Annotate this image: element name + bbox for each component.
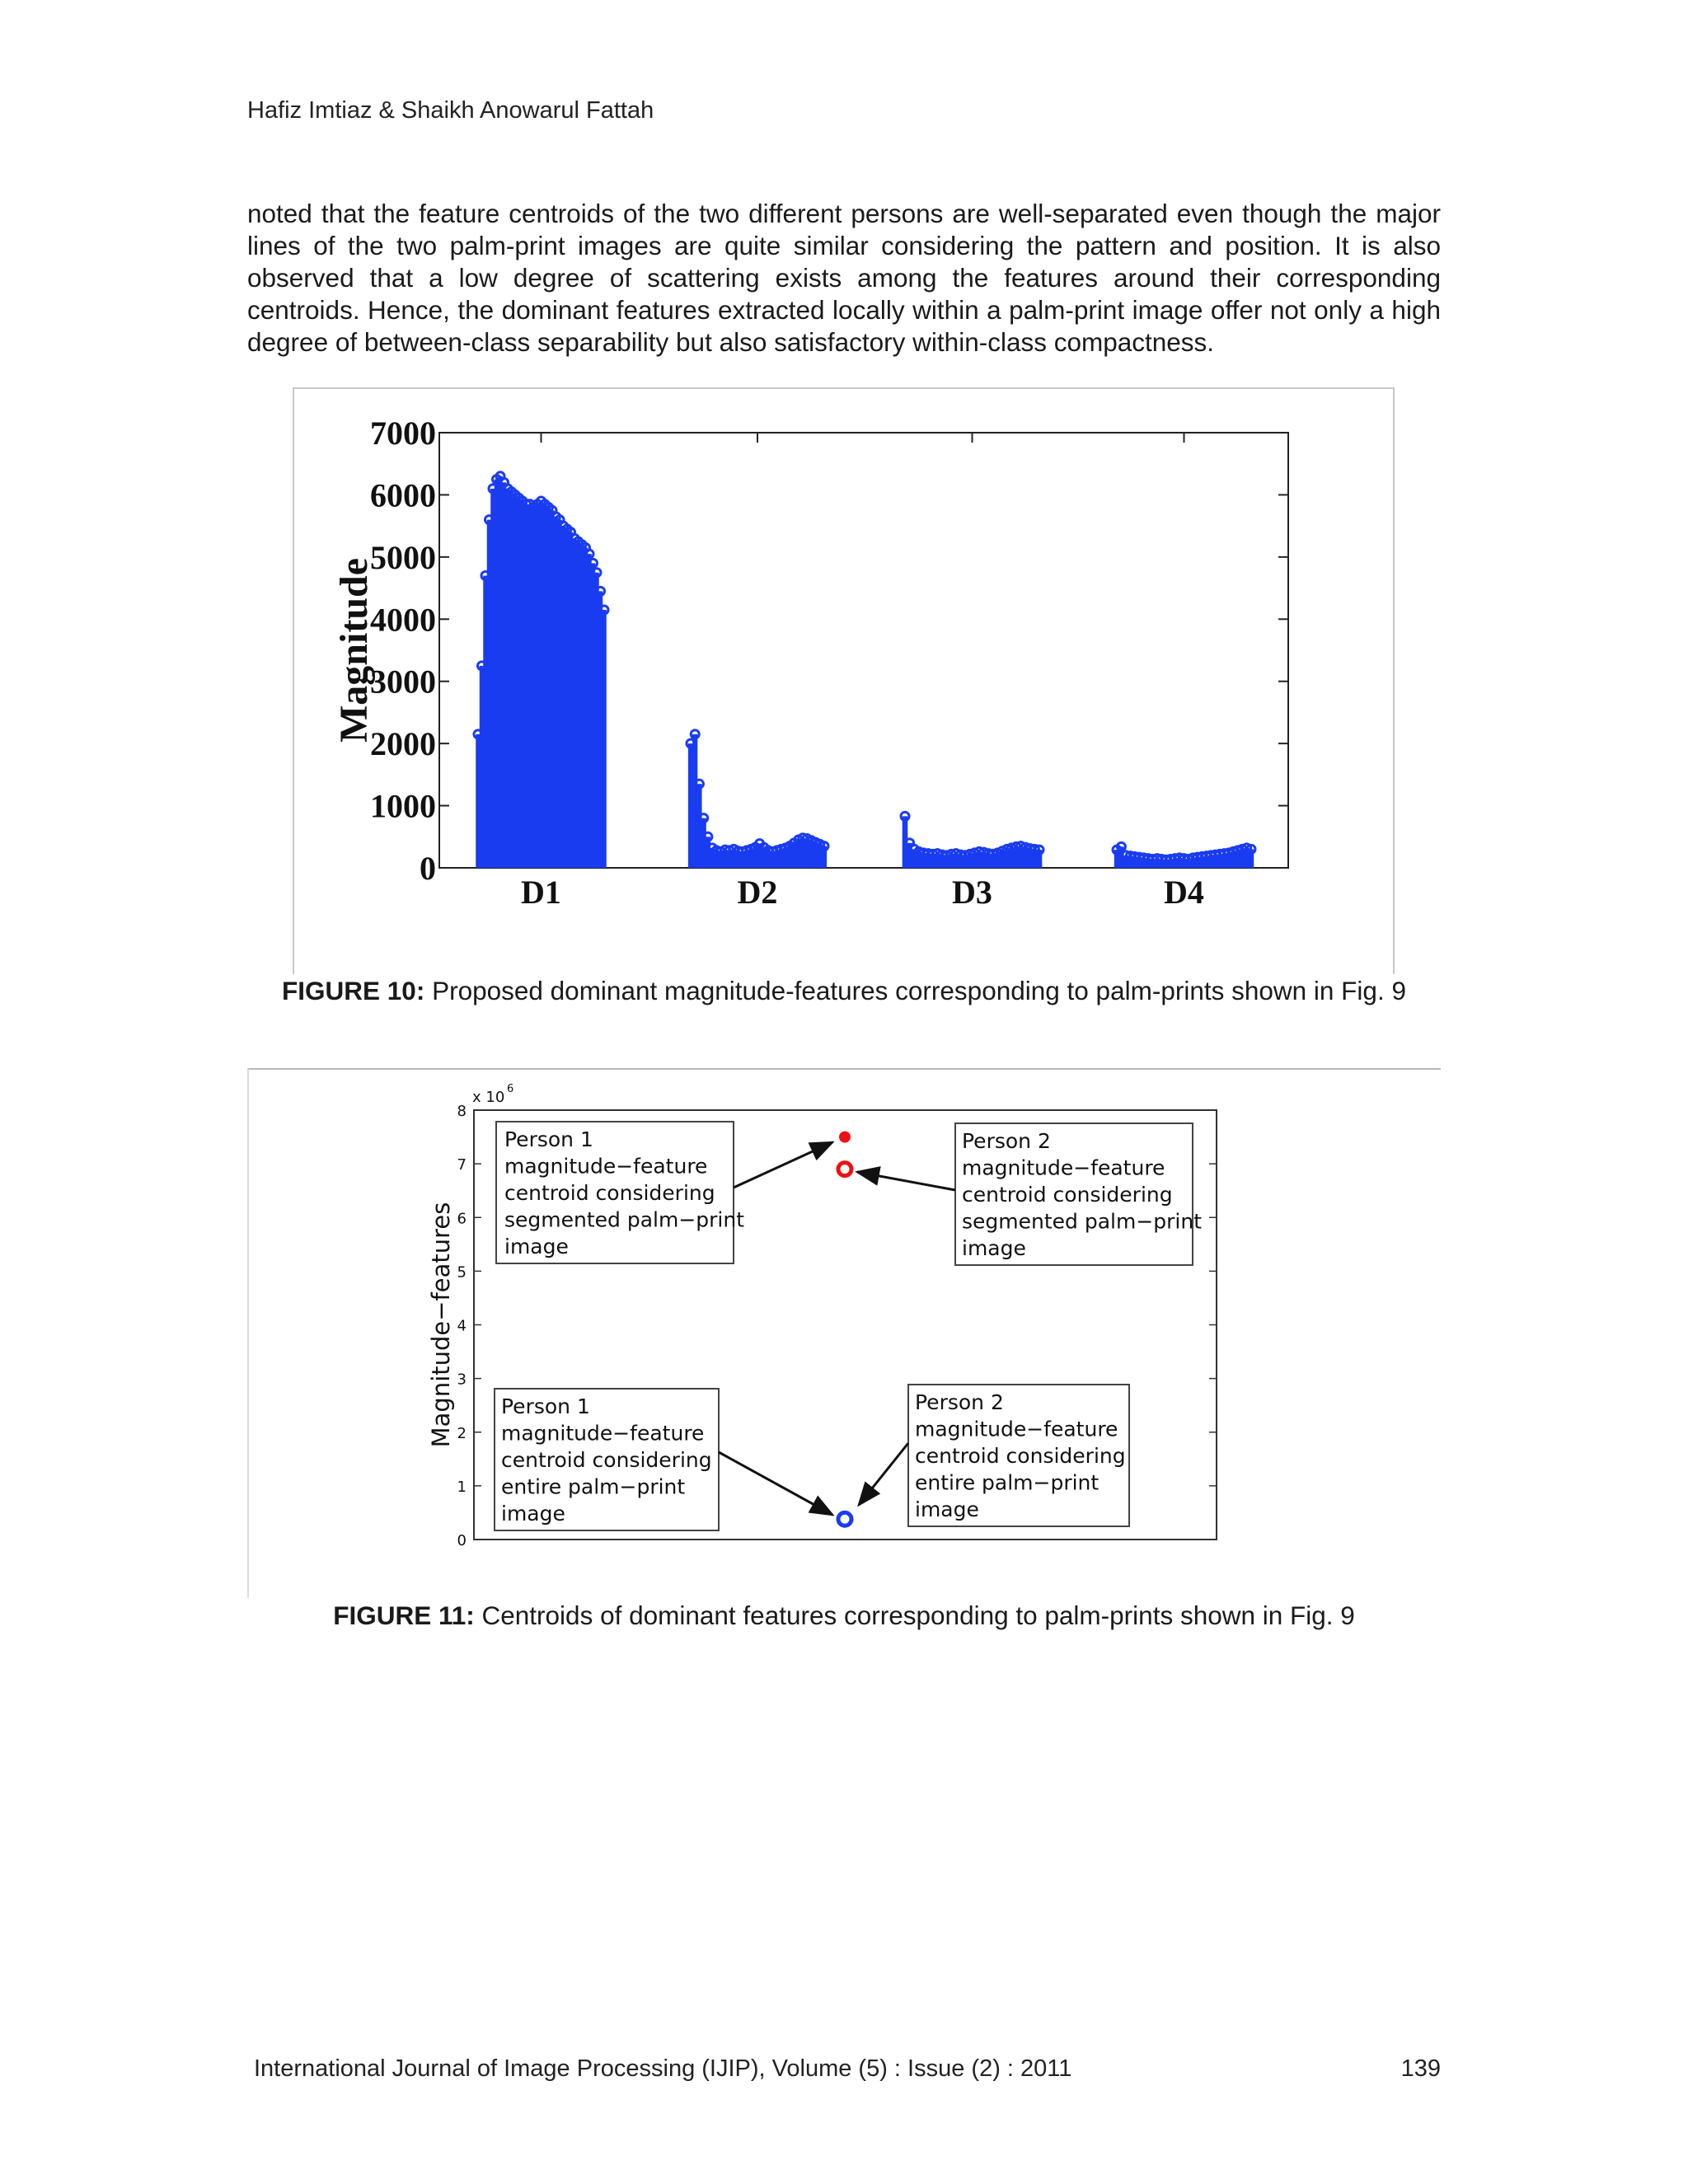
y-tick-label: 2 — [457, 1424, 467, 1442]
blue-centroid-point — [838, 1512, 851, 1526]
annotation-arrow — [857, 1172, 955, 1190]
x-tick-label: D1 — [521, 874, 561, 911]
figure-10-caption-label: FIGURE 10: — [282, 976, 425, 1005]
y-tick-label: 6000 — [370, 476, 436, 514]
annotation-line: centroid considering — [501, 1448, 712, 1472]
annotation-line: Person 1 — [501, 1394, 590, 1418]
annotation-line: magnitude−feature — [915, 1417, 1118, 1441]
annotation-arrow — [734, 1142, 832, 1188]
annotation-line: centroid considering — [915, 1444, 1126, 1468]
annotation-line: entire palm−print — [501, 1474, 686, 1499]
running-header: Hafiz Imtiaz & Shaikh Anowarul Fattah — [247, 97, 654, 124]
figure-11-caption-text: Centroids of dominant features corresponding to palm-prints shown in Fig. 9 — [474, 1601, 1355, 1630]
annotation-arrow — [859, 1443, 908, 1505]
y-tick-label: 6 — [457, 1210, 467, 1228]
annotation-line: Person 1 — [504, 1127, 593, 1151]
figure-10-chart — [293, 387, 1395, 974]
x-tick-label: D3 — [952, 874, 992, 911]
y-tick-label: 3 — [457, 1371, 467, 1389]
y-tick-label: 1 — [457, 1478, 467, 1496]
figure-10-caption-text: Proposed dominant magnitude-features corresponding to palm-prints shown in Fig. 9 — [424, 976, 1406, 1005]
y-axis-label: Magnitude — [332, 557, 376, 743]
red-centroid-point — [838, 1163, 851, 1176]
y-tick-label: 1000 — [370, 787, 436, 825]
y-tick-label: 3000 — [370, 663, 436, 701]
annotation-line: image — [962, 1236, 1026, 1260]
y-tick-label: 4000 — [370, 601, 436, 639]
y-tick-label: 2000 — [370, 725, 436, 763]
x-tick-label: D2 — [737, 874, 778, 911]
y-tick-label: 5000 — [370, 538, 436, 576]
y-tick-label: 7 — [457, 1156, 467, 1174]
red-centroid-point — [839, 1132, 851, 1143]
x-tick-label: D4 — [1164, 874, 1204, 911]
annotation-line: entire palm−print — [915, 1470, 1100, 1495]
annotation-line: centroid considering — [504, 1181, 715, 1205]
y-axis-label: Magnitude−features — [427, 1202, 455, 1448]
footer-journal: International Journal of Image Processing (IJIP), Volume (5) : Issue (2) : 2011 — [254, 2055, 1072, 2082]
y-tick-label: 0 — [457, 1532, 467, 1549]
y-tick-label: 5 — [457, 1263, 467, 1282]
y-tick-label: 4 — [457, 1317, 467, 1335]
annotation-line: image — [504, 1235, 569, 1258]
body-paragraph: noted that the feature centroids of the two different persons are well-separated even though the major lines of the two palm-print images are quite similar considering the pattern and position. It is also observed that a low degree of scattering exists among the features around their corresponding centroids. Hence, the dominant features extracted locally within a palm-print image offer not only a high degree of between-class separability but also satisfactory within-class compactness. — [247, 199, 1441, 357]
annotation-line: segmented palm−print — [962, 1209, 1203, 1234]
page-number: 139 — [1400, 2055, 1441, 2082]
annotation-arrow — [719, 1452, 832, 1515]
y-multiplier: x 10 — [472, 1089, 505, 1106]
y-tick-label: 7000 — [370, 415, 436, 452]
annotation-line: magnitude−feature — [962, 1155, 1165, 1180]
figure-10-caption — [247, 975, 1441, 1007]
annotation-line: Person 2 — [962, 1129, 1051, 1153]
annotation-line: magnitude−feature — [504, 1154, 708, 1179]
bar — [602, 610, 607, 868]
annotation-line: image — [915, 1497, 979, 1521]
annotation-line: centroid considering — [962, 1183, 1173, 1207]
annotation-line: Person 2 — [915, 1390, 1004, 1414]
figure-11-caption — [247, 1600, 1441, 1632]
annotation-line: segmented palm−print — [504, 1207, 745, 1232]
figure-11-caption-label: FIGURE 11: — [333, 1601, 475, 1630]
y-tick-label: 0 — [420, 850, 436, 887]
annotation-line: magnitude−feature — [501, 1421, 705, 1446]
y-tick-label: 8 — [457, 1103, 467, 1120]
y-multiplier-exponent: 6 — [507, 1083, 514, 1095]
annotation-line: image — [501, 1502, 565, 1526]
figure-11-chart — [247, 1068, 1441, 1598]
